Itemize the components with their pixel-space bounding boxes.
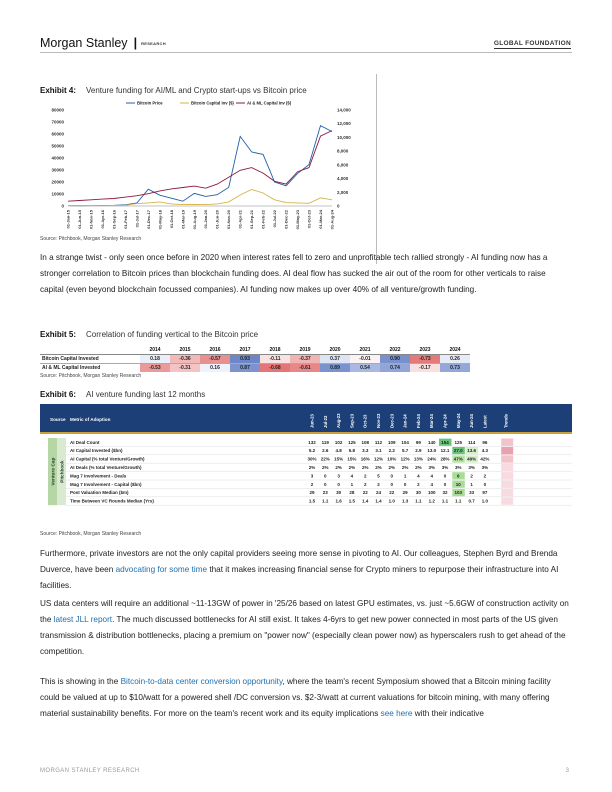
x-tick-label: 01-Dec-22 <box>283 210 289 229</box>
correlation-cell: -0.37 <box>290 355 320 364</box>
table-cell: 2 <box>483 473 487 479</box>
table-cell: 12.1 <box>440 448 450 454</box>
table-cell: 30 <box>336 490 342 496</box>
table-cell: 22 <box>362 490 368 496</box>
y-left-tick-label: 30000 <box>51 167 64 173</box>
table-cell: 4 <box>430 473 433 479</box>
x-tick-label: 01-Jun-15 <box>76 210 82 229</box>
trend-sparkline <box>501 481 513 488</box>
table-cell: 3% <box>468 465 475 470</box>
table-cell: 2.9 <box>415 448 422 454</box>
y-left-tick-label: 60000 <box>51 131 64 137</box>
table-cell: 27.0 <box>453 448 463 454</box>
exhibit4-label: Exhibit 4: <box>40 86 77 95</box>
y-right-tick-label: 10,000 <box>337 134 351 140</box>
y-right-tick-label: 8,000 <box>337 148 349 154</box>
table-cell: 5.8 <box>348 448 356 454</box>
table-cell: 0.7 <box>468 498 475 504</box>
table-cell: 2% <box>415 465 422 470</box>
x-tick-label: 01-Feb-22 <box>260 210 266 229</box>
legend-label: Bitcoin Price <box>137 100 163 106</box>
table-cell: 140 <box>427 439 436 445</box>
exhibit5-title-text: Correlation of funding vertical to the Bitcoin price <box>86 330 259 339</box>
correlation-cell: -0.01 <box>350 355 380 364</box>
metric-label: Time Between VC Rounds Median (Yrs) <box>70 498 154 504</box>
x-tick-label: 01-Mar-24 <box>318 210 324 229</box>
table-cell: 33 <box>469 490 475 496</box>
table-cell: 0 <box>324 481 327 487</box>
month-column-header: Latest <box>482 415 488 428</box>
month-column-header: Jul-23 <box>322 415 328 428</box>
y-right-tick-label: 14,000 <box>337 107 351 113</box>
x-tick-label: 01-Jul-17 <box>134 210 140 228</box>
trend-sparkline <box>501 489 513 496</box>
correlation-cell: -0.61 <box>290 364 320 373</box>
table-cell: 4 <box>430 481 433 487</box>
x-tick-label: 01-Feb-17 <box>122 210 128 229</box>
table-cell: 154 <box>441 439 449 445</box>
series-line-2 <box>68 190 332 206</box>
table-cell: 13% <box>413 456 423 462</box>
correlation-cell: -0.68 <box>260 364 290 373</box>
paragraph-data-centers <box>40 596 570 660</box>
metric-label: AI Deal Count <box>70 439 100 445</box>
trend-sparkline <box>501 447 513 454</box>
x-tick-label: 01-Nov-15 <box>88 210 94 230</box>
table-cell: 49% <box>467 456 477 462</box>
series-line-3 <box>68 131 332 202</box>
year-header: 2018 <box>260 346 290 355</box>
table-cell: 12% <box>373 456 384 462</box>
para2-text-b: that it makes increasing financial sense for Crypto miners to repurpose their infrastructure into AI facilities. <box>40 565 559 590</box>
table-cell: 2.2 <box>388 448 395 454</box>
metric-column-header: Metric of Adoption <box>70 417 111 422</box>
month-column-header: Dec-23 <box>389 413 395 428</box>
table-cell: 0 <box>483 481 487 487</box>
year-header: 2022 <box>380 346 410 355</box>
table-cell: 24% <box>427 456 437 462</box>
correlation-cell: 0.74 <box>380 364 410 373</box>
pitchbook-label: Pitchbook <box>59 460 65 483</box>
table-cell: 1.1 <box>322 498 329 504</box>
exhibit6-title-text: AI venture funding last 12 months <box>86 390 206 399</box>
month-column-header: Jun-24 <box>469 414 475 428</box>
exhibit5-label: Exhibit 5: <box>40 330 77 339</box>
table-cell: 28 <box>349 490 355 496</box>
month-column-header: Feb-24 <box>415 414 421 428</box>
correlation-corner <box>40 346 140 355</box>
correlation-cell: -0.11 <box>260 355 290 364</box>
correlation-row <box>40 355 470 364</box>
correlation-cell: 0.73 <box>440 364 470 373</box>
exhibit4-source: Source: Pitchbook, Morgan Stanley Research <box>40 236 142 242</box>
correlation-cell: 0.54 <box>350 364 380 373</box>
table-cell: 1.5 <box>348 498 356 504</box>
exhibit6-source: Source: Pitchbook, Morgan Stanley Research <box>40 531 142 537</box>
metric-label: AI Deals (% total Venture/Growth) <box>70 465 142 470</box>
trend-sparkline <box>501 455 513 462</box>
table-cell: 6 <box>457 473 460 479</box>
x-tick-label: 01-Jul-22 <box>272 210 278 228</box>
x-tick-label: 01-Jan-20 <box>203 210 209 229</box>
metric-label: Post Valuation Median ($m) <box>70 490 129 496</box>
table-cell: 3% <box>441 465 449 470</box>
x-tick-label: 01-Nov-20 <box>226 210 232 230</box>
x-tick-label: 01-Dec-17 <box>145 210 151 229</box>
x-tick-label: 01-May-23 <box>295 210 301 230</box>
table-cell: 1.1 <box>455 498 462 504</box>
table-cell: 99 <box>415 439 421 445</box>
section-label: GLOBAL FOUNDATION <box>493 40 571 47</box>
table-cell: 5.2 <box>308 448 316 454</box>
y-left-tick-label: 80000 <box>51 107 64 113</box>
table-cell: 97 <box>482 490 488 496</box>
table-cell: 1.5 <box>308 498 316 504</box>
correlation-cell: -0.31 <box>170 364 200 373</box>
table-cell: 29 <box>402 490 408 496</box>
year-header: 2014 <box>140 346 170 355</box>
month-column-header: Mar-24 <box>429 414 435 428</box>
correlation-header-row <box>40 346 470 355</box>
y-left-tick-label: 0 <box>61 203 64 209</box>
table-cell: 2% <box>322 465 329 470</box>
y-left-tick-label: 20000 <box>51 179 64 185</box>
table-cell: 1.2 <box>428 498 435 504</box>
table-cell: 0 <box>390 481 394 487</box>
year-header: 2016 <box>200 346 230 355</box>
table-cell: 32 <box>442 490 448 496</box>
y-left-tick-label: 70000 <box>51 119 64 125</box>
para3-text-a: US data centers will require an additional ~11-13GW of power in '25/26 based on latest GPU estimates, vs. just ~5.6GW of construction activity on the <box>40 599 569 624</box>
table-cell: 2 <box>310 481 314 487</box>
correlation-cell: -0.57 <box>200 355 230 364</box>
exhibit6-label: Exhibit 6: <box>40 390 77 399</box>
table-cell: 30 <box>415 490 421 496</box>
paragraph-ai-correlation: In a strange twist - only seen once before in 2020 when interest rates fell to zero and unprofitable tech rallied strongly - AI funding now has a stronger correlation to Bitcoin prices than blockchain funding does. AI deal flow has sucked the air out of the room for other verticals to raise capital (even beyond blockchain focussed companies). AI funding now makes up over 40% of all venture/growth funding. <box>40 253 548 294</box>
trends-column-header: Trends <box>503 413 509 428</box>
year-header: 2017 <box>230 346 260 355</box>
metric-label: AI Capital Invested ($bn) <box>70 448 123 454</box>
table-cell: 0 <box>324 473 327 479</box>
table-cell: 3% <box>455 465 462 470</box>
table-cell: 0 <box>443 481 447 487</box>
y-left-tick-label: 40000 <box>51 155 64 161</box>
x-tick-label: 01-Jun-20 <box>214 210 220 229</box>
table-cell: 103 <box>454 490 463 496</box>
table-cell: 23 <box>322 490 328 496</box>
correlation-cell: 0.87 <box>230 364 260 373</box>
table-cell: 2 <box>417 481 420 487</box>
table-cell: 1.1 <box>441 498 449 504</box>
ai-funding-table <box>40 404 572 528</box>
table-cell: 1 <box>403 473 407 479</box>
table-cell: 1 <box>350 481 354 487</box>
table-header-rule <box>40 432 572 434</box>
y-left-tick-label: 10000 <box>51 191 64 197</box>
table-cell: 1.0 <box>388 498 395 504</box>
table-cell: 2 <box>470 473 473 479</box>
table-cell: 47% <box>453 456 463 462</box>
correlation-cell: 0.26 <box>440 355 470 364</box>
x-tick-label: 01-Sep-16 <box>111 210 117 229</box>
table-cell: 2 <box>363 481 367 487</box>
source-column-header: Source <box>50 417 66 422</box>
x-tick-label: 01-Aug-19 <box>191 210 197 230</box>
year-header: 2020 <box>320 346 350 355</box>
correlation-cell: -0.53 <box>140 364 170 373</box>
table-cell: 1.1 <box>415 498 422 504</box>
y-right-tick-label: 12,000 <box>337 121 351 127</box>
correlation-row <box>40 364 470 373</box>
paragraph-private-investors <box>40 546 570 594</box>
table-cell: 132 <box>308 439 316 445</box>
correlation-cell: 0.37 <box>320 355 350 364</box>
table-cell: 2% <box>401 465 409 470</box>
table-cell: 22% <box>320 456 330 462</box>
correlation-table <box>40 346 470 372</box>
year-header: 2019 <box>290 346 320 355</box>
correlation-cell: 0.89 <box>320 364 350 373</box>
trend-sparkline <box>501 439 513 446</box>
table-cell: 42% <box>480 456 490 462</box>
exhibit4-title-text: Venture funding for AI/ML and Crypto start-ups vs Bitcoin price <box>86 86 307 95</box>
exhibit5-source: Source: Pitchbook, Morgan Stanley Research <box>40 373 142 379</box>
table-cell: 3.3 <box>362 448 369 454</box>
table-cell: 4.8 <box>335 448 342 454</box>
table-cell: 125 <box>348 439 356 445</box>
year-header: 2024 <box>440 346 470 355</box>
table-cell: 114 <box>467 439 476 445</box>
table-cell: 2% <box>361 465 369 470</box>
y-right-tick-label: 2,000 <box>337 189 349 195</box>
table-cell: 104 <box>401 439 409 445</box>
month-column-header: Jan-24 <box>402 414 408 428</box>
month-column-header: Apr-24 <box>442 414 448 428</box>
table-cell: 5 <box>377 473 380 479</box>
table-cell: 0 <box>337 481 340 487</box>
y-right-tick-label: 6,000 <box>337 162 349 168</box>
month-column-header: Oct-23 <box>362 414 368 428</box>
table-cell: 13.6 <box>467 448 476 454</box>
x-tick-label: 01-Aug-24 <box>329 210 335 230</box>
table-cell: 0 <box>443 473 447 479</box>
table-cell: 24 <box>375 490 382 496</box>
table-cell: 1 <box>470 481 473 487</box>
table-cell: 2% <box>375 465 382 470</box>
table-cell: 0 <box>390 473 394 479</box>
row-label: Bitcoin Capital Invested <box>40 355 140 364</box>
metric-label: Mag 7 Involvement - Capital ($bn) <box>70 481 142 487</box>
month-column-header: Nov-23 <box>376 413 381 428</box>
paragraph-bitcoin-conversion <box>40 674 570 722</box>
series-line-1 <box>68 126 332 206</box>
correlation-cell: 0.90 <box>380 355 410 364</box>
table-cell: 96 <box>482 439 488 445</box>
table-cell: 10% <box>387 456 397 462</box>
month-column-header: May-24 <box>455 413 461 428</box>
para3-text-b: . The much discussed bottlenecks for AI still exist. It takes 4-6yrs to get new power connected in most parts of the US given transmission & distribution bottlenecks, placing a premium on "power now" (especially clean power now) as hyperscalers rush to get ahead of the competition. <box>40 615 566 656</box>
table-cell: 0 <box>403 481 407 487</box>
trend-sparkline <box>501 464 513 471</box>
table-cell: 15% <box>334 456 344 462</box>
table-cell: 13.0 <box>427 448 437 454</box>
correlation-cell: 0.93 <box>230 355 260 364</box>
x-tick-label: 01-Sep-21 <box>249 210 255 229</box>
legend-label: Bitcoin Capital Inv ($) <box>191 100 234 106</box>
table-cell: 10 <box>455 481 461 487</box>
page-number: 3 <box>565 768 569 774</box>
correlation-cell: -0.36 <box>170 355 200 364</box>
x-tick-label: 01-Oct-18 <box>168 210 174 229</box>
y-left-tick-label: 50000 <box>51 143 64 149</box>
correlation-cell: -0.73 <box>410 355 440 364</box>
metric-label: Mag 7 Involvement - Deals <box>70 473 127 479</box>
para4-text-a: This is showing in the <box>40 677 121 686</box>
year-header: 2015 <box>170 346 200 355</box>
correlation-cell: 0.18 <box>140 355 170 364</box>
table-cell: 2 <box>377 481 380 487</box>
exhibit4-title <box>40 86 307 95</box>
metric-label: AI Capital (% total Venture/Growth) <box>70 456 145 462</box>
table-cell: 4 <box>350 473 354 479</box>
footer-label: MORGAN STANLEY RESEARCH <box>40 768 140 774</box>
table-cell: 12% <box>400 456 410 462</box>
brand-logo-text: Morgan Stanley <box>40 36 128 50</box>
x-tick-label: 01-Apr-16 <box>99 210 105 229</box>
x-tick-label: 01-Jan-15 <box>65 210 71 229</box>
para4-text-b: , where the team's recent Symposium showed that a Bitcoin mining facility could be valued at up to $10/watt for a powered shell /DC conversion vs. $2-3/watt at current valuations for bitcoin mining, with many offering material sustainability benefits. For more on the team's recent work and its equity implications <box>40 677 551 718</box>
exhibit6-title <box>40 390 205 399</box>
legend-label: AI & ML Capital Inv ($) <box>247 100 292 106</box>
y-right-tick-label: 4,000 <box>337 176 349 182</box>
table-header-band <box>40 404 572 432</box>
see-here-link[interactable]: see here <box>380 709 413 718</box>
research-label: RESEARCH <box>141 41 166 47</box>
table-cell: 15% <box>347 456 357 462</box>
table-cell: 2.6 <box>322 448 329 454</box>
table-cell: 29 <box>309 490 315 496</box>
x-tick-label: 01-Mar-19 <box>180 210 186 229</box>
x-tick-label: 01-Oct-23 <box>306 210 312 229</box>
table-cell: 3% <box>481 465 489 470</box>
trend-sparkline <box>501 497 513 504</box>
header-divider <box>40 52 572 53</box>
month-column-header: Sep-23 <box>349 413 355 428</box>
row-label: AI & ML Capital Invested <box>42 365 101 371</box>
table-cell: 119 <box>321 439 329 445</box>
x-tick-label: 01-May-18 <box>157 210 163 230</box>
year-header: 2021 <box>350 346 380 355</box>
table-cell: 109 <box>388 439 396 445</box>
brand-header <box>40 36 166 50</box>
para4-text-c: with their indicative <box>412 709 484 718</box>
venture-cap-label: Venture Cap <box>51 457 57 486</box>
table-cell: 108 <box>361 439 369 445</box>
table-cell: 3.1 <box>375 448 382 454</box>
table-cell: 2% <box>388 465 396 470</box>
x-tick-label: 01-Apr-21 <box>237 210 243 229</box>
y-right-tick-label: 0 <box>337 203 340 209</box>
jll-report-link[interactable]: latest JLL report <box>53 615 113 624</box>
exhibit4-chart <box>30 98 370 238</box>
table-cell: 1.4 <box>375 498 382 504</box>
table-cell: 30% <box>307 456 317 462</box>
table-cell: 1.6 <box>335 498 342 504</box>
conversion-opportunity-link[interactable]: Bitcoin-to-data center conversion opportunity <box>120 677 283 686</box>
table-cell: 1.0 <box>481 498 489 504</box>
table-cell: 1.3 <box>401 498 409 504</box>
table-cell: 2% <box>308 465 316 470</box>
advocating-link[interactable]: advocating for some time <box>115 565 208 574</box>
table-cell: 125 <box>454 439 463 445</box>
table-cell: 5.7 <box>401 448 409 454</box>
table-cell: 1.4 <box>362 498 369 504</box>
year-header: 2023 <box>410 346 440 355</box>
correlation-cell: -0.17 <box>410 364 440 373</box>
para2-text-a: Furthermore, private investors are not the only capital providers seeing more sense in pivoting to AI. Our colleagues, Stephen Byrd and Brenda Duverce, have been <box>40 549 558 574</box>
table-cell: 3 <box>337 473 340 479</box>
table-cell: 2 <box>363 473 367 479</box>
correlation-cell: 0.16 <box>200 364 230 373</box>
table-cell: 4.3 <box>481 448 489 454</box>
exhibit5-title <box>40 330 258 339</box>
table-cell: 4 <box>417 473 420 479</box>
table-cell: 2% <box>335 465 342 470</box>
table-cell: 3 <box>310 473 314 479</box>
table-cell: 22 <box>389 490 395 496</box>
table-cell: 28% <box>440 456 450 462</box>
table-cell: 2% <box>348 465 356 470</box>
month-column-header: Jun-23 <box>309 414 315 428</box>
month-column-header: Aug-23 <box>336 413 342 428</box>
table-cell: 16% <box>360 456 370 462</box>
table-cell: 112 <box>374 439 383 445</box>
column-divider <box>376 74 377 264</box>
table-cell: 3% <box>428 465 435 470</box>
table-cell: 102 <box>334 439 343 445</box>
trend-sparkline <box>501 472 513 479</box>
brand-separator: | <box>133 36 138 50</box>
table-cell: 100 <box>427 490 436 496</box>
